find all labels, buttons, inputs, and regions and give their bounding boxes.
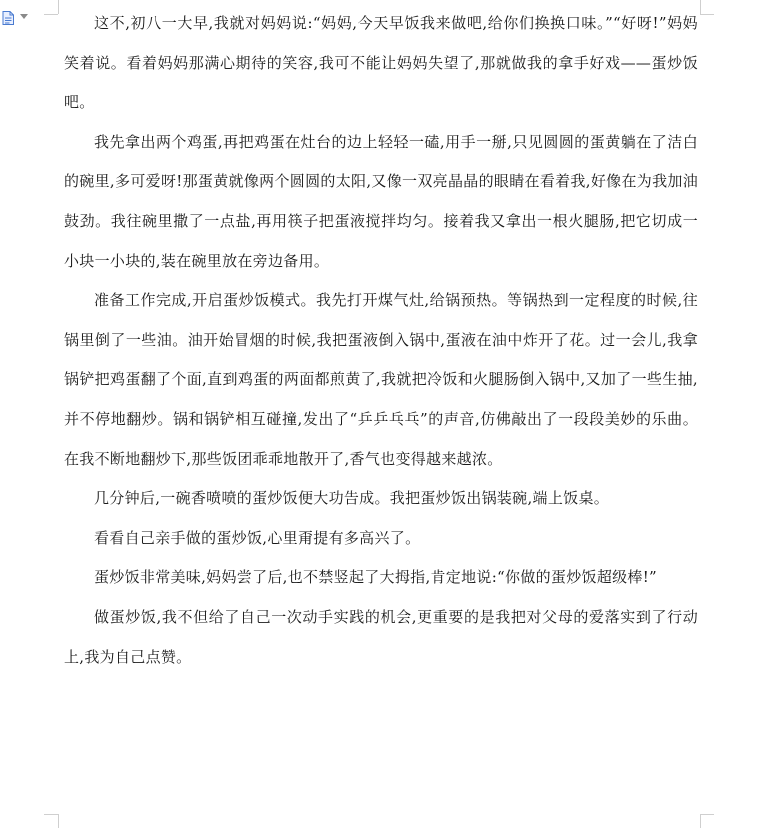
chevron-down-icon[interactable] [20,14,28,19]
margin-mark-top-left-h [44,14,58,15]
margin-mark-bottom-left [44,814,59,828]
paragraph-3: 准备工作完成,开启蛋炒饭模式。我先打开煤气灶,给锅预热。等锅热到一定程度的时候,往锅里倒了一些油。油开始冒烟的时候,我把蛋液倒入锅中,蛋液在油中炸开了花。过一会儿,我拿锅铲把鸡蛋翻了个面,直到鸡蛋的两面都煎黄了,我就把冷饭和火腿肠倒入锅中,又加了一些生抽,并不停地翻炒。锅和锅铲相互碰撞,发出了“乒乒乓乓”的声音,仿佛敲出了一段段美妙的乐曲。在我不断地翻炒下,那些饭团乖乖地散开了,香气也变得越来越浓。 [64,291,698,468]
margin-mark-top-right [700,0,715,14]
margin-mark-top-right-h [700,14,714,15]
paragraph-4: 几分钟后,一碗香喷喷的蛋炒饭便大功告成。我把蛋炒饭出锅装碗,端上饭桌。 [94,489,610,508]
paragraph-2: 我先拿出两个鸡蛋,再把鸡蛋在灶台的边上轻轻一磕,用手一掰,只见圆圆的蛋黄躺在了洁白的碗里,多可爱呀!那蛋黄就像两个圆圆的太阳,又像一双亮晶晶的眼睛在看着我,好像在为我加油鼓劲。我往碗里撒了一点盐,再用筷子把蛋液搅拌均匀。接着我又拿出一根火腿肠,把它切成一小块一小块的,装在碗里放在旁边备用。 [64,132,698,270]
paragraph-5: 看看自己亲手做的蛋炒饭,心里甭提有多高兴了。 [94,528,421,547]
paragraph-6: 蛋炒饭非常美味,妈妈尝了后,也不禁竖起了大拇指,肯定地说:“你做的蛋炒饭超级棒!” [94,568,658,587]
document-body[interactable] [64,4,698,677]
margin-mark-bottom-right [700,814,715,828]
margin-mark-bottom-right-h [700,814,714,815]
margin-mark-bottom-left-h [44,814,58,815]
margin-mark-top-left [44,0,59,14]
document-icon[interactable] [2,10,14,24]
paragraph-1: 这不,初八一大早,我就对妈妈说:“妈妈,今天早饭我来做吧,给你们换换口味。”“好呀!”妈妈笑着说。看着妈妈那满心期待的笑容,我可不能让妈妈失望了,那就做我的拿手好戏——蛋炒饭吧。 [64,14,698,112]
paragraph-7: 做蛋炒饭,我不但给了自己一次动手实践的机会,更重要的是我把对父母的爱落实到了行动上,我为自己点赞。 [64,607,698,666]
